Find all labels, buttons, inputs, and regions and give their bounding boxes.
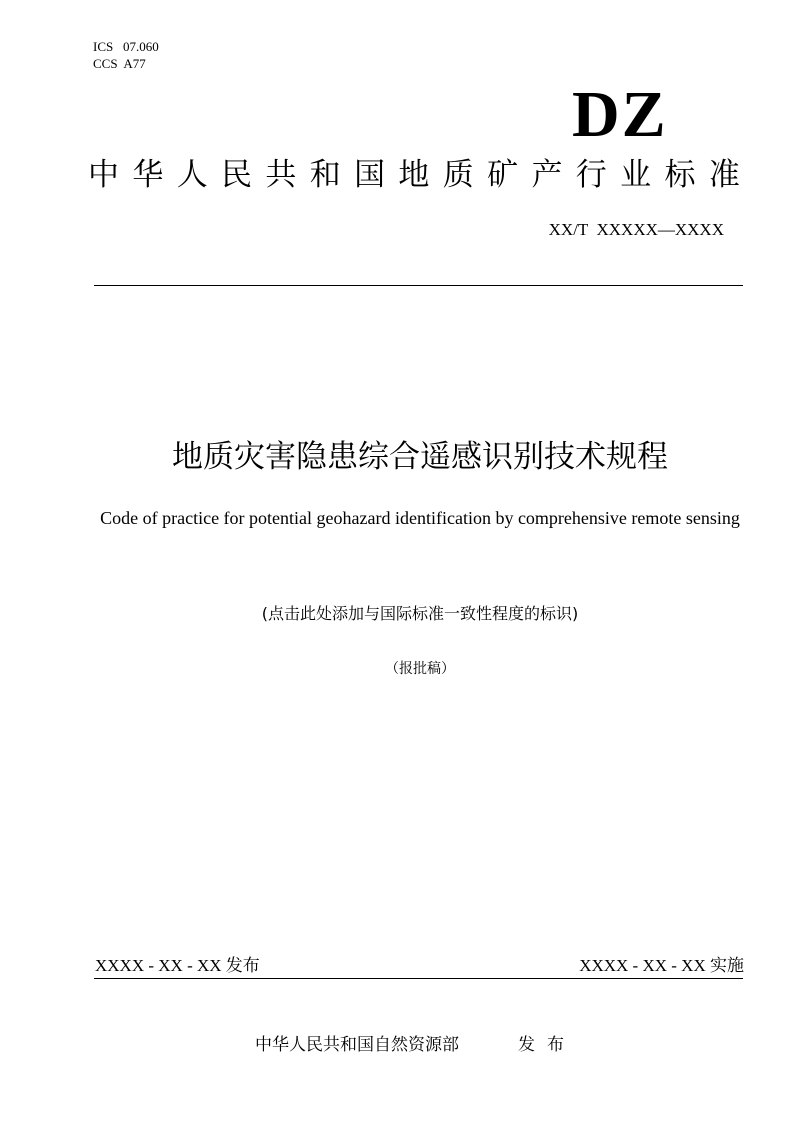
standard-type-char: 产 xyxy=(531,157,563,193)
document-title-zh: 地质灾害隐患综合遥感识别技术规程 xyxy=(172,439,668,475)
standard-type-char: 人 xyxy=(176,157,208,193)
standard-number: XX/T XXXXX—XXXX xyxy=(548,220,724,239)
standard-type-char: 标 xyxy=(664,157,696,193)
standard-type-char: 准 xyxy=(708,157,740,193)
document-title-en: Code of practice for potential geohazard identification by comprehensive remote sensing xyxy=(100,508,740,528)
standard-type-char: 业 xyxy=(620,157,652,193)
dz-logo: DZ xyxy=(572,78,668,151)
ics-code: ICS 07.060 xyxy=(93,39,159,54)
issue-date: XXXX - XX - XX 发布 xyxy=(95,956,260,975)
standard-type-char: 地 xyxy=(398,157,430,193)
classification-codes xyxy=(93,38,159,72)
consistency-note[interactable]: (点击此处添加与国际标准一致性程度的标识) xyxy=(261,604,579,623)
standard-type-char: 质 xyxy=(442,157,474,193)
footer-divider xyxy=(94,978,743,979)
publisher-name: 中华人民共和国自然资源部 xyxy=(255,1035,459,1055)
standard-type-char: 中 xyxy=(88,157,119,193)
standard-type-char: 共 xyxy=(265,157,297,193)
standard-type-char: 国 xyxy=(354,157,386,193)
standard-type-char: 矿 xyxy=(487,157,519,193)
standard-type-char: 民 xyxy=(221,157,253,193)
standard-type-char: 行 xyxy=(575,157,607,193)
standard-type-title xyxy=(88,156,740,194)
standard-type-char: 华 xyxy=(132,157,164,193)
ccs-code: CCS A77 xyxy=(93,56,146,71)
header-divider xyxy=(94,285,743,286)
publish-label: 发布 xyxy=(518,1035,576,1055)
draft-status: （报批稿） xyxy=(385,661,455,677)
standard-type-char: 和 xyxy=(309,157,341,193)
implementation-date: XXXX - XX - XX 实施 xyxy=(579,956,744,975)
